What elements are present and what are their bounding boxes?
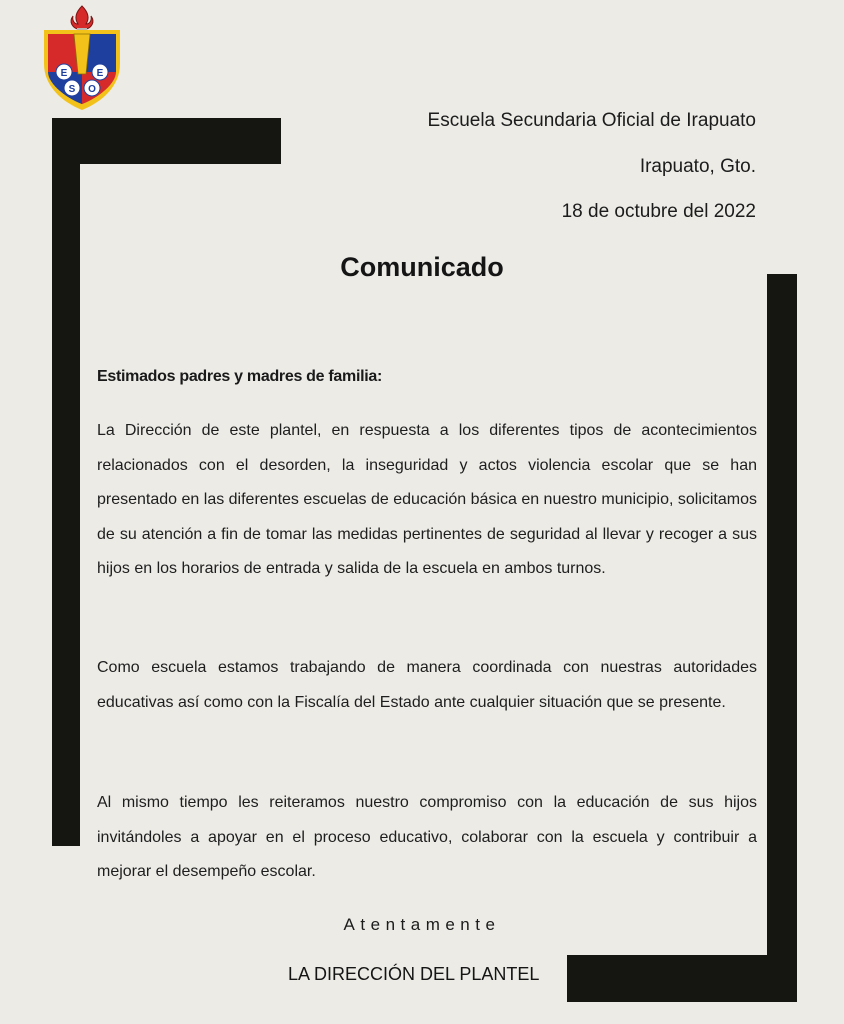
paragraph-3: Al mismo tiempo les reiteramos nuestro compromiso con la educación de sus hijos invitándoles a apoyar en el proceso educativo, colaborar con la escuela y contribuir a mejorar el desempeño escolar. xyxy=(97,794,757,880)
city: Irapuato, Gto. xyxy=(639,156,756,177)
greeting: Estimados padres y madres de familia: xyxy=(97,368,383,385)
page-title: Comunicado xyxy=(340,252,504,282)
frame-bar-bottom-right xyxy=(567,955,797,1002)
closing: Atentamente xyxy=(343,915,501,934)
paragraph-1: La Dirección de este plantel, en respuesta a los diferentes tipos de acontecimientos relacionados con el desorden, la inseguridad y actos violencia escolar que se han presentado en las diferentes escuelas de educación básica en nuestro municipio, solicitamos de su atención a fin de tomar las medidas pertinentes de seguridad al llevar y recoger a sus hijos en los horarios de entrada y salida de la escuela en ambos turnos. xyxy=(97,422,757,577)
svg-text:S: S xyxy=(68,84,76,95)
frame-bar-left xyxy=(52,118,80,846)
svg-text:E: E xyxy=(60,68,68,79)
frame-bar-top-left xyxy=(52,118,281,164)
school-crest-icon xyxy=(38,2,126,114)
frame-bar-right xyxy=(767,274,797,1002)
signature: LA DIRECCIÓN DEL PLANTEL xyxy=(288,964,540,984)
paragraph-2: Como escuela estamos trabajando de manera coordinada con nuestras autoridades educativas así como con la Fiscalía del Estado ante cualquier situación que se presente. xyxy=(97,659,757,711)
school-name: Escuela Secundaria Oficial de Irapuato xyxy=(427,110,756,131)
date: 18 de octubre del 2022 xyxy=(561,201,756,222)
school-logo xyxy=(38,2,126,114)
svg-text:O: O xyxy=(88,84,96,95)
svg-text:E: E xyxy=(96,68,104,79)
